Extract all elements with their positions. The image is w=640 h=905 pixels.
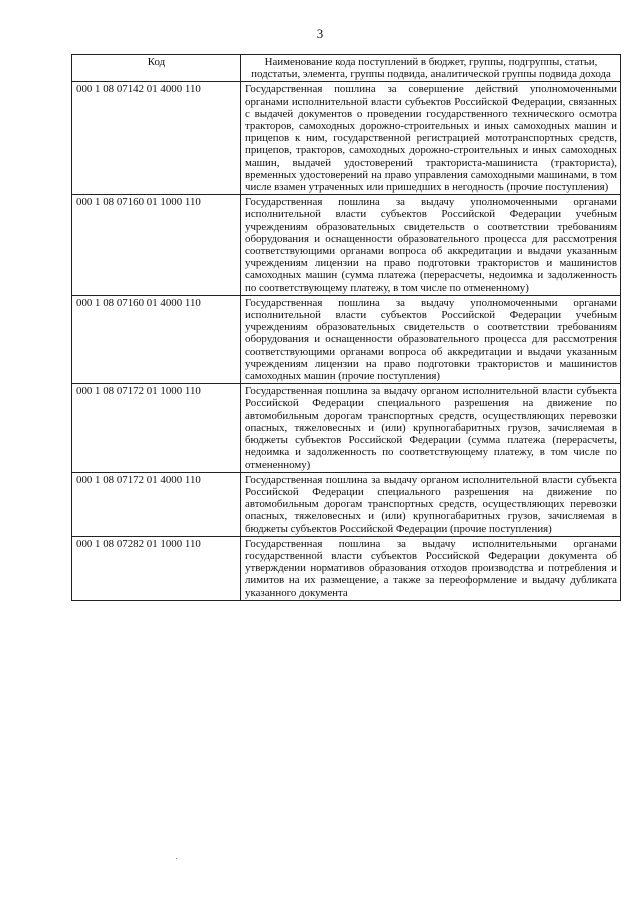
revenue-codes-table — [71, 54, 621, 601]
table-row — [72, 195, 621, 296]
row-name: Государственная пошлина за выдачу уполномоченными органами исполнительной власти субъектов Российской Федерации учебным учреждениям образовательных свидетельств о соответствии требованиям оборудования и оснащенности образовательного процесса для рассмотрения соответствующими органами вопроса об аккредитации и выдачи указанным учреждениям лицензии на право подготовки трактористов и машинистов самоходных машин (сумма платежа (перерасчеты, недоимка и задолженность по соответствующему платежу, в том числе по отмененному) — [241, 195, 621, 296]
table-row — [72, 472, 621, 536]
header-code: Код — [72, 55, 241, 82]
row-name: Государственная пошлина за выдачу исполнительными органами государственной власти субъектов Российской Федерации документа об утверждении нормативов образования отходов производства и потребления и лимитов на их размещение, а также за переоформление и выдачу дубликата указанного документа — [241, 536, 621, 600]
row-code: 000 1 08 07282 01 1000 110 — [72, 536, 241, 600]
header-name: Наименование кода поступлений в бюджет, группы, подгруппы, статьи, подстатьи, элемента, группы подвида, аналитической группы подвида дохода — [241, 55, 621, 82]
row-code: 000 1 08 07160 01 1000 110 — [72, 195, 241, 296]
row-code: 000 1 08 07172 01 4000 110 — [72, 472, 241, 536]
scan-speck — [176, 858, 177, 859]
row-name: Государственная пошлина за выдачу уполномоченными органами исполнительной власти субъектов Российской Федерации учебным учреждениям образовательных свидетельств о соответствии требованиям оборудования и оснащенности образовательного процесса для рассмотрения соответствующими органами вопроса об аккредитации и выдачи указанным учреждениям лицензии на право подготовки трактористов и машинистов самоходных машин (прочие поступления) — [241, 295, 621, 383]
row-code: 000 1 08 07160 01 4000 110 — [72, 295, 241, 383]
table-row — [72, 536, 621, 600]
row-code: 000 1 08 07172 01 1000 110 — [72, 384, 241, 472]
table-row — [72, 82, 621, 195]
row-name: Государственная пошлина за совершение действий уполномоченными органами исполнительной власти субъектов Российской Федерации, связанных с выдачей документов о проведении государственного технического осмотра тракторов, самоходных дорожно-строительных и иных самоходных машин и прицепов к ним, государственной регистрацией мототранспортных средств, прицепов, тракторов, самоходных дорожно-строительных и иных самоходных машин, выдачей удостоверений тракториста-машиниста (тракториста), временных удостоверений на право управления самоходными машинами, в том числе взамен утраченных или пришедших в негодность (прочие поступления) — [241, 82, 621, 195]
page-number: 3 — [316, 26, 324, 41]
table-row — [72, 295, 621, 383]
row-code: 000 1 08 07142 01 4000 110 — [72, 82, 241, 195]
row-name: Государственная пошлина за выдачу органом исполнительной власти субъекта Российской Федерации специального разрешения на движение по автомобильным дорогам транспортных средств, осуществляющих перевозки опасных, тяжеловесных и (или) крупногабаритных грузов, зачисляемая в бюджеты субъектов Российской Федерации (сумма платежа (перерасчеты, недоимка и задолженность по соответствующему платежу, в том числе по отмененному) — [241, 384, 621, 472]
table-header-row — [72, 55, 621, 82]
table-row — [72, 384, 621, 472]
row-name: Государственная пошлина за выдачу органом исполнительной власти субъекта Российской Федерации специального разрешения на движение по автомобильным дорогам транспортных средств, осуществляющих перевозки опасных, тяжеловесных и (или) крупногабаритных грузов, зачисляемая в бюджеты субъектов Российской Федерации (прочие поступления) — [241, 472, 621, 536]
